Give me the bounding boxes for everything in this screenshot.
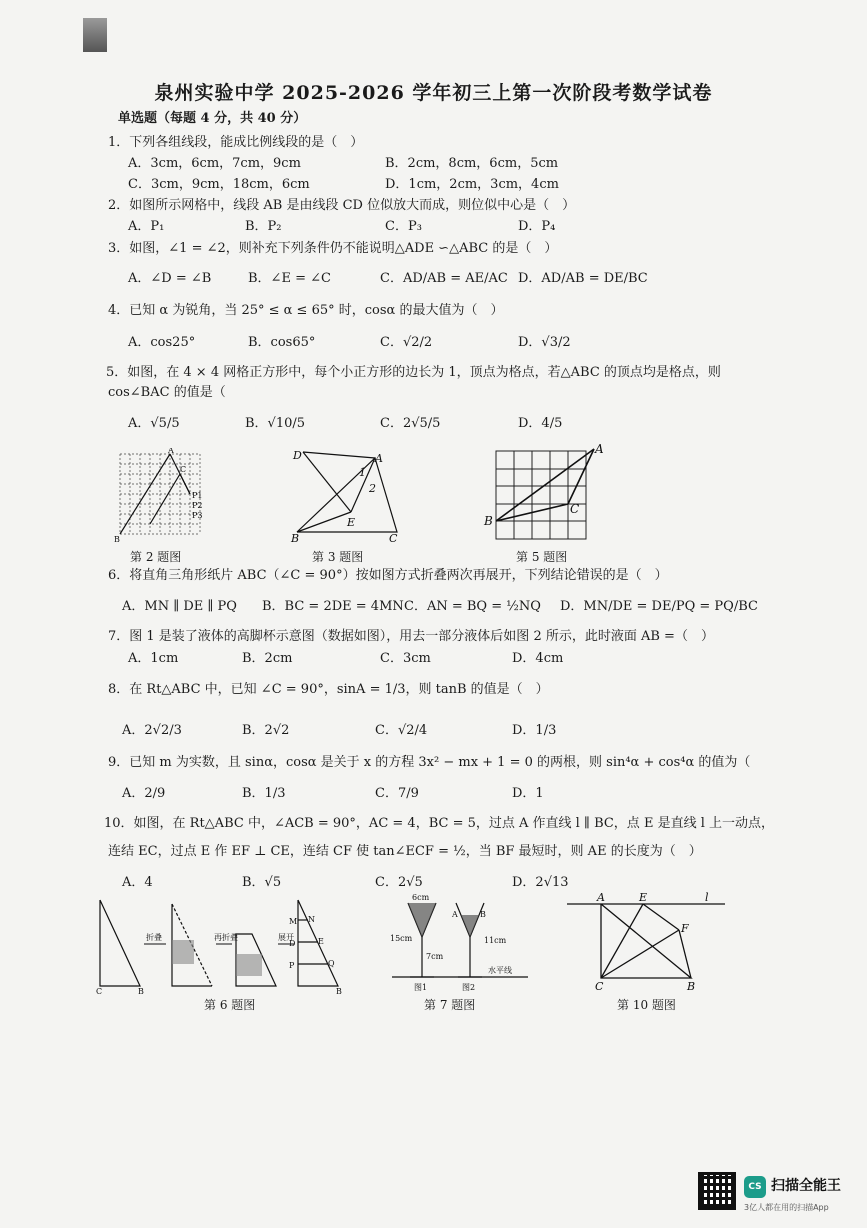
exam-title: 泉州实验中学 2025-2026 学年初三上第一次阶段考数学试卷 xyxy=(154,82,713,104)
q1-option-b: B．2cm，8cm，6cm，5cm xyxy=(385,156,559,171)
caption-fig2: 第 2 题图 xyxy=(130,550,182,564)
q2-option-c: C．P₃ xyxy=(385,219,422,234)
q8-option-a: A．2√2/3 xyxy=(122,723,182,738)
q7-option-d: D．4cm xyxy=(512,651,564,666)
svg-text:D: D xyxy=(289,939,296,948)
q8-option-c: C．√2/4 xyxy=(375,723,428,738)
figure-q3-triangles xyxy=(285,446,410,544)
q6-option-d: D．MN/DE = DE/PQ = PQ/BC xyxy=(560,599,758,614)
q5-stem-cont: cos∠BAC 的值是（ xyxy=(108,385,226,400)
svg-text:C: C xyxy=(96,987,103,994)
svg-text:N: N xyxy=(308,915,315,924)
qr-code-icon xyxy=(698,1172,736,1210)
figure-q5-grid xyxy=(482,443,607,548)
q7-stem: 7．图 1 是装了液体的高脚杯示意图（数据如图），用去一部分液体后如图 2 所示，此时液面 AB =（ ） xyxy=(108,629,714,644)
q8-option-b: B．2√2 xyxy=(242,723,290,738)
q5-stem: 5．如图，在 4 × 4 网格正方形中，每个小正方形的边长为 1，顶点为格点，若△ABC 的顶点均是格点，则 xyxy=(106,365,721,380)
q3-option-c: C．AD/AB = AE/AC xyxy=(380,271,508,286)
svg-text:A: A xyxy=(168,448,174,455)
svg-text:C: C xyxy=(389,532,398,544)
cup-fig1-label: 图1 xyxy=(414,983,428,992)
fold-label: 折叠 xyxy=(146,933,162,942)
svg-text:B: B xyxy=(480,910,486,919)
q2-option-b: B．P₂ xyxy=(245,219,282,234)
q4-option-c: C．√2/2 xyxy=(380,335,433,350)
q10-option-a: A．4 xyxy=(122,875,153,890)
svg-text:2: 2 xyxy=(369,482,376,495)
q9-option-c: C．7/9 xyxy=(375,786,419,801)
caption-fig10: 第 10 题图 xyxy=(617,998,676,1012)
camscanner-logo: CS xyxy=(744,1176,766,1198)
q4-option-d: D．√3/2 xyxy=(518,335,571,350)
svg-text:E: E xyxy=(347,516,356,529)
q5-option-a: A．√5/5 xyxy=(128,416,180,431)
q9-stem: 9．已知 m 为实数，且 sinα，cosα 是关于 x 的方程 3x² − mx + 1 = 0 的两根，则 sin⁴α + cos⁴α 的值为（ xyxy=(108,755,751,770)
svg-text:P3: P3 xyxy=(192,511,203,520)
q6-stem: 6．将直角三角形纸片 ABC（∠C = 90°）按如图方式折叠两次再展开，下列结论错误的是（ ） xyxy=(108,568,668,583)
q6-option-a: A．MN ∥ DE ∥ PQ xyxy=(122,599,237,614)
svg-text:P2: P2 xyxy=(192,501,203,510)
svg-text:C: C xyxy=(595,980,604,992)
q3-option-a: A．∠D = ∠B xyxy=(128,271,212,286)
q9-option-d: D．1 xyxy=(512,786,544,801)
svg-text:B: B xyxy=(687,980,696,992)
svg-text:B: B xyxy=(484,514,493,528)
figure-q7-cups xyxy=(388,893,533,993)
refold-label: 再折叠 xyxy=(214,933,238,942)
q7-option-b: B．2cm xyxy=(242,651,293,666)
svg-text:B: B xyxy=(138,987,144,994)
svg-text:C: C xyxy=(570,502,580,516)
level-label: 水平线 xyxy=(488,966,512,975)
cup-top-label: 6cm xyxy=(412,893,430,902)
svg-text:l: l xyxy=(705,892,709,904)
cup-height-7: 7cm xyxy=(426,952,444,961)
q10-stem-cont: 连结 EC，过点 E 作 EF ⊥ CE，连结 CF 使 tan∠ECF = ½，当 BF 最短时，则 AE 的长度为（ ） xyxy=(108,844,702,859)
svg-text:P: P xyxy=(289,961,295,970)
svg-text:M: M xyxy=(289,917,298,926)
q10-stem: 10．如图，在 Rt△ABC 中，∠ACB = 90°，AC = 4，BC = 5，过点 A 作直线 l ∥ BC，点 E 是直线 l 上一动点， xyxy=(104,816,774,831)
svg-text:E: E xyxy=(639,892,648,904)
q7-option-c: C．3cm xyxy=(380,651,431,666)
q5-option-c: C．2√5/5 xyxy=(380,416,441,431)
figure-q2-grid xyxy=(112,448,212,546)
scan-corner-mark xyxy=(83,18,107,52)
svg-text:D: D xyxy=(293,449,302,462)
camscanner-tagline: 3亿人都在用的扫描App xyxy=(744,1203,829,1212)
svg-text:P1: P1 xyxy=(192,491,203,500)
svg-text:1: 1 xyxy=(359,466,366,479)
caption-fig7: 第 7 题图 xyxy=(424,998,476,1012)
cup-height-11: 11cm xyxy=(484,936,507,945)
q4-option-a: A．cos25° xyxy=(128,335,196,350)
q5-option-d: D．4/5 xyxy=(518,416,563,431)
svg-text:A: A xyxy=(595,443,604,456)
q2-option-d: D．P₄ xyxy=(518,219,556,234)
svg-text:F: F xyxy=(681,922,689,935)
q3-option-b: B．∠E = ∠C xyxy=(248,271,331,286)
q9-option-a: A．2/9 xyxy=(122,786,166,801)
q9-option-b: B．1/3 xyxy=(242,786,286,801)
q6-option-c: C．AN = BQ = ½NQ xyxy=(404,599,541,614)
svg-text:B: B xyxy=(336,987,342,994)
cup-fig2-label: 图2 xyxy=(462,983,476,992)
q6-option-b: B．BC = 2DE = 4MN xyxy=(262,599,404,614)
svg-text:E: E xyxy=(318,937,324,946)
q1-stem: 1．下列各组线段，能成比例线段的是（ ） xyxy=(108,135,364,150)
q5-option-b: B．√10/5 xyxy=(245,416,306,431)
q1-option-a: A．3cm，6cm，7cm，9cm xyxy=(128,156,301,171)
q8-option-d: D．1/3 xyxy=(512,723,557,738)
figure-q10-triangle xyxy=(565,892,730,992)
q2-option-a: A．P₁ xyxy=(128,219,165,234)
caption-fig5: 第 5 题图 xyxy=(516,550,568,564)
q8-stem: 8．在 Rt△ABC 中，已知 ∠C = 90°，sinA = 1/3，则 tanB 的值是（ ） xyxy=(108,682,549,697)
section-heading: 单选题（每题 4 分，共 40 分） xyxy=(118,111,307,126)
q10-option-c: C．2√5 xyxy=(375,875,423,890)
svg-text:B: B xyxy=(114,535,120,544)
svg-text:A: A xyxy=(375,452,383,465)
caption-fig6: 第 6 题图 xyxy=(204,998,256,1012)
svg-text:A: A xyxy=(452,910,458,919)
cup-height-15: 15cm xyxy=(390,934,413,943)
q10-option-b: B．√5 xyxy=(242,875,282,890)
svg-text:B: B xyxy=(291,532,300,544)
svg-text:Q: Q xyxy=(328,959,335,968)
q1-option-d: D．1cm，2cm，3cm，4cm xyxy=(385,177,559,192)
figure-q6-folding xyxy=(92,894,354,994)
q2-stem: 2．如图所示网格中，线段 AB 是由线段 CD 位似放大而成，则位似中心是（ ） xyxy=(108,198,576,213)
caption-fig3: 第 3 题图 xyxy=(312,550,364,564)
q4-stem: 4．已知 α 为锐角，当 25° ≤ α ≤ 65° 时，cosα 的最大值为（ ） xyxy=(108,303,504,318)
q1-option-c: C．3cm，9cm，18cm，6cm xyxy=(128,177,310,192)
svg-text:A: A xyxy=(597,892,605,904)
unfold-label: 展开 xyxy=(278,933,294,942)
q3-option-d: D．AD/AB = DE/BC xyxy=(518,271,648,286)
camscanner-brand: 扫描全能王 xyxy=(771,1178,841,1194)
q10-option-d: D．2√13 xyxy=(512,875,569,890)
q4-option-b: B．cos65° xyxy=(248,335,316,350)
q7-option-a: A．1cm xyxy=(128,651,179,666)
svg-text:C: C xyxy=(180,465,187,474)
q3-stem: 3．如图，∠1 = ∠2，则补充下列条件仍不能说明△ADE ∽△ABC 的是（ ） xyxy=(108,241,558,256)
